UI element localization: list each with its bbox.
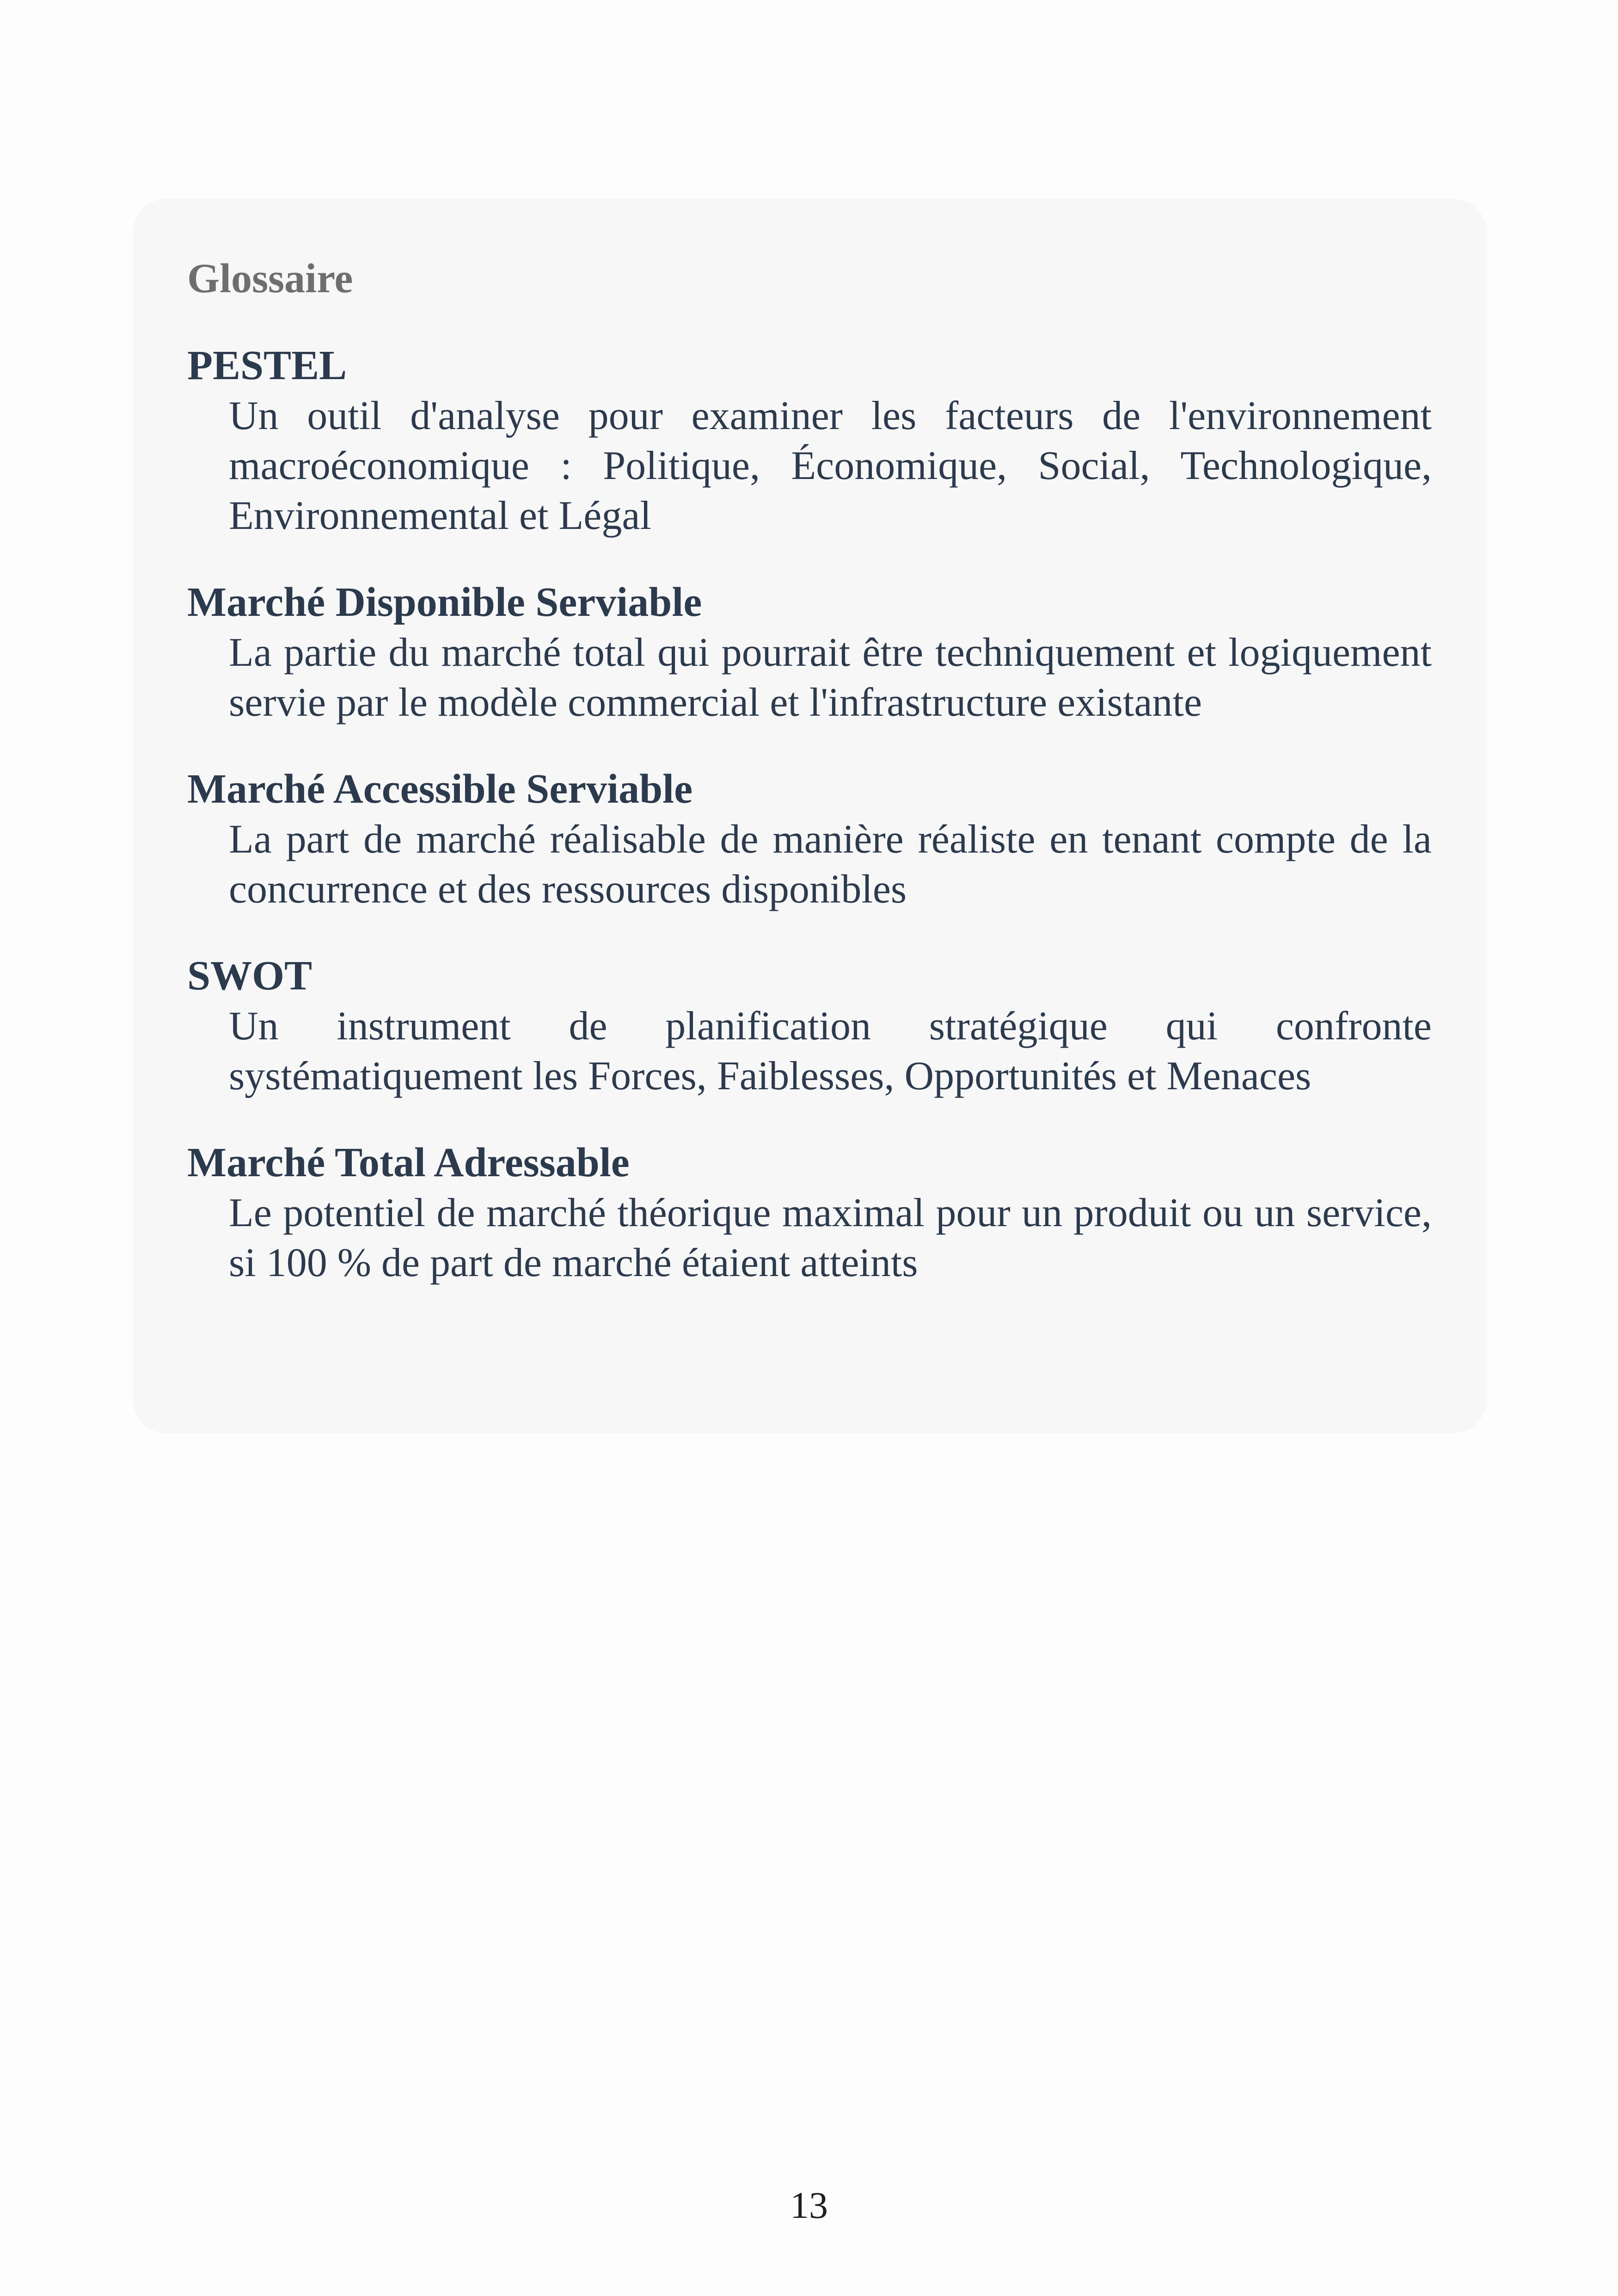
- glossary-definition: Un outil d'analyse pour examiner les facteurs de l'environnement macroéconomique : Politique, Économique, Social, Technologique, Environnemental et Légal: [229, 393, 1432, 538]
- glossary-term: Marché Disponible Serviable: [187, 579, 702, 625]
- glossary-definition: Un instrument de planification stratégique qui confronte systématiquement les Forces, Faiblesses, Opportunités et Menaces: [229, 1004, 1432, 1099]
- glossary-definition: La partie du marché total qui pourrait être techniquement et logiquement servie par le modèle commercial et l'infrastructure existante: [229, 630, 1432, 725]
- glossary-definition: Le potentiel de marché théorique maximal pour un produit ou un service, si 100 % de part de marché étaient atteints: [229, 1191, 1432, 1285]
- glossary-definition: La part de marché réalisable de manière réaliste en tenant compte de la concurrence et des ressources disponibles: [229, 817, 1432, 912]
- glossary-box: [133, 199, 1487, 1433]
- glossary-entry-swot: [187, 951, 1432, 1101]
- glossary-title: Glossaire: [187, 256, 353, 301]
- glossary-term: Marché Accessible Serviable: [187, 766, 693, 812]
- page-number: 13: [790, 2184, 828, 2226]
- glossary-term: PESTEL: [187, 343, 347, 388]
- glossary-term: SWOT: [187, 953, 313, 999]
- glossary-term: Marché Total Adressable: [187, 1140, 630, 1185]
- glossary-entry-sam: [187, 577, 1432, 728]
- glossary-entry-tam: [187, 1137, 1432, 1288]
- glossary-entry-pestel: [187, 340, 1432, 541]
- glossary-entry-som: [187, 764, 1432, 915]
